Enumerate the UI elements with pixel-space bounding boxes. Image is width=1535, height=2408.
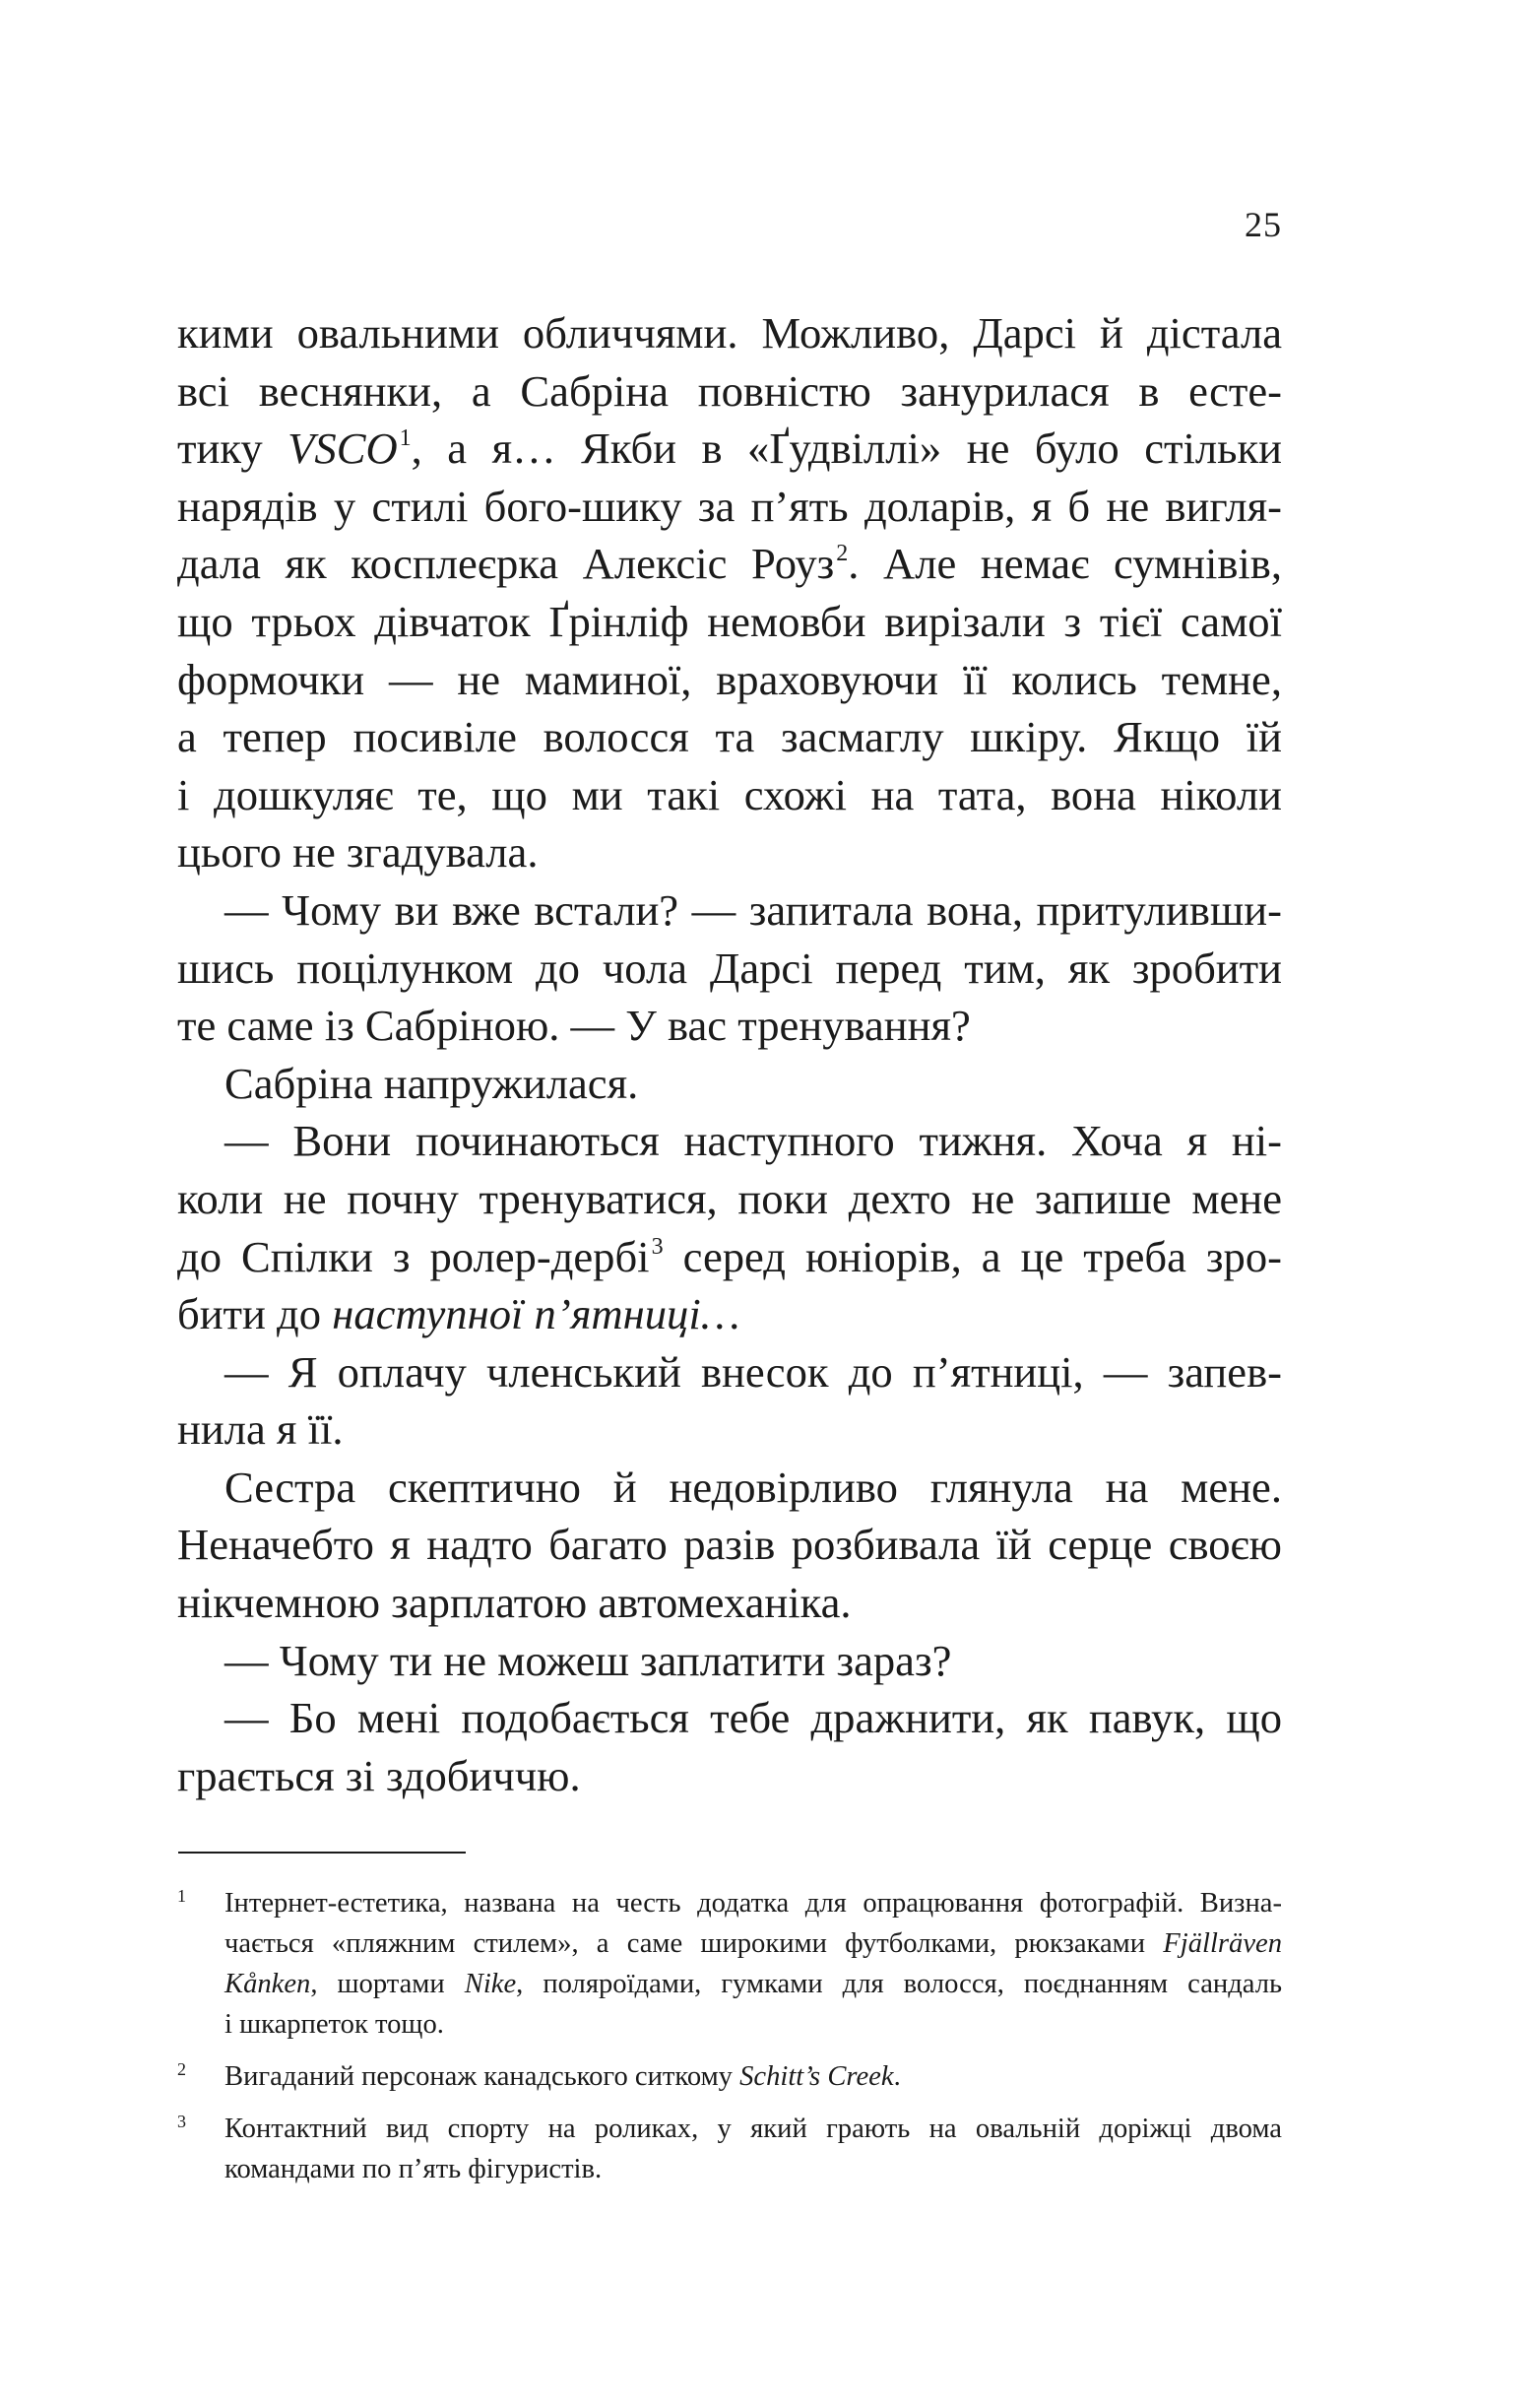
- text-line: — Бо мені подобається тебе дражнити, як павук, що: [224, 1693, 1282, 1743]
- footnote-ref: 3: [651, 1233, 664, 1260]
- paragraph: [177, 1459, 1282, 1632]
- text-line: формочки — не маминої, враховуючи її колись темне,: [177, 654, 1282, 704]
- text-fragment: тику: [177, 423, 288, 474]
- text-fragment: бити до: [177, 1289, 333, 1339]
- text-fragment: , шортами: [310, 1969, 465, 1999]
- footnote-number: 2: [177, 2059, 186, 2079]
- footnote-line: командами по п’ять фігуристів.: [224, 2154, 603, 2184]
- text-line: шись поцілунком до чола Дарсі перед тим, як зробити: [177, 943, 1282, 993]
- footnote: [177, 1883, 1282, 2045]
- text-line: і дошкуляє те, що ми такі схожі на тата, вона ніколи: [177, 769, 1282, 819]
- text-line: [177, 1285, 1282, 1343]
- paragraph: [177, 1112, 1282, 1342]
- text-fragment: .: [893, 2061, 901, 2092]
- footnote-ref: 1: [399, 425, 412, 452]
- footnote-line: Інтернет-естетика, названа на честь додатка для опрацювання фотографій. Визна-: [224, 1888, 1282, 1919]
- footnote-ref: 2: [836, 541, 849, 567]
- paragraph: [177, 304, 1282, 881]
- text-line: що трьох дівчаток Ґрінліф немовби вирізали з тієї самої: [177, 596, 1282, 646]
- text-line: цього не згадувала.: [177, 827, 539, 878]
- text-line: [177, 1228, 1282, 1286]
- paragraph: [177, 1632, 1282, 1690]
- text-fragment: , а я… Якби в «Ґудвіллі» не було стільки: [411, 423, 1282, 474]
- footnote-line: [224, 2056, 1282, 2097]
- footnote-separator: [178, 1852, 466, 1854]
- italic-term: VSCO: [288, 423, 398, 474]
- text-line: [177, 420, 1282, 478]
- footnote: [177, 2056, 1282, 2097]
- text-fragment: чається «пляжним стилем», а саме широкими футболками, рюкзаками: [224, 1928, 1164, 1959]
- main-text: [177, 304, 1282, 1804]
- text-line: — Я оплачу членський внесок до п’ятниці, — запев-: [224, 1346, 1282, 1397]
- footnote-line: [224, 1964, 1282, 2004]
- text-line: а тепер посивіле волосся та засмаглу шкіру. Якщо їй: [177, 712, 1282, 762]
- footnote-line: і шкарпеток тощо.: [224, 2009, 444, 2040]
- footnote: [177, 2109, 1282, 2189]
- text-line: — Вони починаються наступного тижня. Хоча я ні-: [224, 1116, 1282, 1166]
- text-line: те саме із Сабріною. — У вас тренування?: [177, 1001, 971, 1051]
- page-number: 25: [1245, 205, 1282, 244]
- text-line: кими овальними обличчями. Можливо, Дарсі й дістала: [177, 308, 1282, 358]
- text-fragment: дала як косплеєрка Алексіс Роуз: [177, 539, 835, 589]
- footnote-number: 1: [177, 1886, 186, 1906]
- footnote-line: [224, 1923, 1282, 1964]
- footnote-number: 3: [177, 2112, 186, 2131]
- text-line: коли не почну тренуватися, поки дехто не запише мене: [177, 1173, 1282, 1223]
- paragraph: [177, 1689, 1282, 1804]
- footnotes: [177, 1883, 1282, 2201]
- text-fragment: до Спілки з ролер-дербі: [177, 1231, 650, 1281]
- footnote-line: Контактний вид спорту на роликах, у який грають на овальній доріжці двома: [224, 2114, 1282, 2144]
- paragraph: [177, 1055, 1282, 1113]
- text-fragment: , поляроїдами, гумками для волосся, поєднанням сандаль: [516, 1969, 1282, 1999]
- text-fragment: Вигаданий персонаж канадського ситкому: [224, 2061, 740, 2092]
- text-line: нарядів у стилі бого-шику за п’ять доларів, я б не вигля-: [177, 481, 1282, 531]
- italic-title: Schitt’s Creek: [739, 2061, 894, 2092]
- text-line: нила я її.: [177, 1404, 344, 1455]
- text-line: Неначебто я надто багато разів розбивала їй серце своєю: [177, 1520, 1282, 1570]
- paragraph: [177, 1343, 1282, 1459]
- text-line: [177, 535, 1282, 593]
- text-line: — Чому ти не можеш заплатити зараз?: [224, 1635, 952, 1685]
- text-line: — Чому ви вже встали? — запитала вона, притуливши-: [224, 884, 1282, 935]
- italic-term: Nike: [464, 1969, 517, 1999]
- text-line: Сабріна напружилася.: [224, 1058, 639, 1108]
- text-line: грається зі здобиччю.: [177, 1750, 581, 1800]
- text-line: Сестра скептично й недовірливо глянула на мене.: [224, 1462, 1282, 1512]
- italic-phrase: наступної п’ятниці…: [332, 1289, 740, 1339]
- text-line: всі веснянки, а Сабріна повністю занурилася в есте-: [177, 365, 1282, 416]
- text-fragment: серед юніорів, а це треба зро-: [663, 1231, 1282, 1281]
- text-fragment: . Але немає сумнівів,: [848, 539, 1282, 589]
- italic-term: Kånken: [224, 1969, 311, 1999]
- paragraph: [177, 881, 1282, 1055]
- italic-term: Fjällräven: [1163, 1928, 1282, 1959]
- text-line: нікчемною зарплатою автомеханіка.: [177, 1578, 852, 1628]
